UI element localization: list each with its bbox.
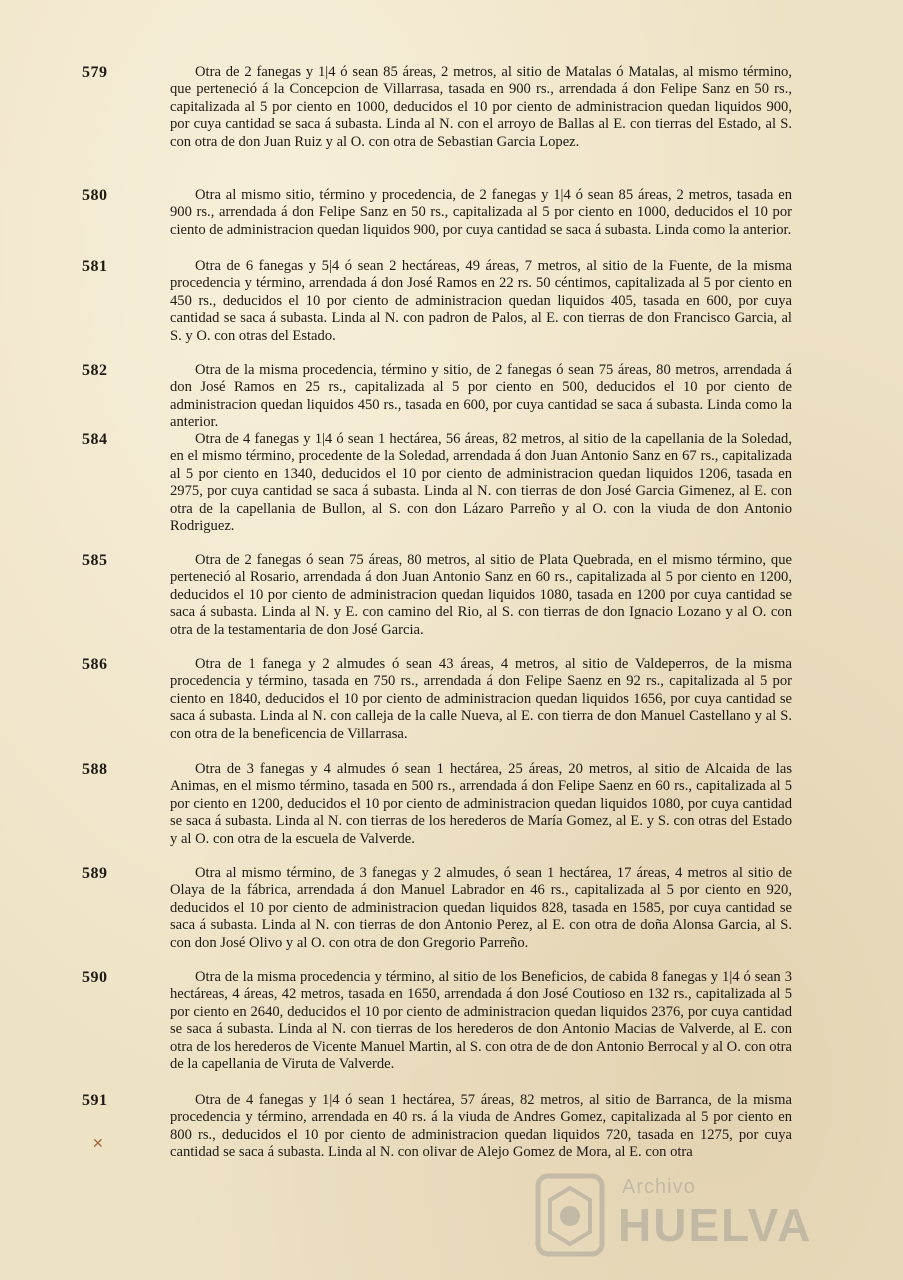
entry-text: Otra de 1 fanega y 2 almudes ó sean 43 áreas, 4 metros, al sitio de Valdeperros, de la misma procedencia y término, tasada en 750 rs., arrendada á don Felipe Saenz en 92 rs., capitalizada al 5 por ciento en 1840, deducidos el 10 por ciento de administracion quedan liquidos 1656, por cuya cantidad se saca á subasta. Linda al N. con calleja de la calle Nueva, al E. con tierra de don Manuel Castellano y al S. con otra de la beneficencia de Villarrasa.	[170, 656, 792, 742]
entry-number: 582	[82, 362, 108, 379]
entry-text: Otra al mismo término, de 3 fanegas y 2 almudes, ó sean 1 hectárea, 17 áreas, 4 metros al sitio de Olaya de la fábrica, arrendada á don Manuel Labrador en 46 rs., capitalizada al 5 por ciento en 920, deducidos el 10 por ciento de administracion quedan liquidos 828, tasada en 1585, por cuya cantidad se saca á subasta. Linda al N. con tierras de don Antonio Perez, al E. con otra de doña Alonsa Garcia, al S. con don José Olivo y al O. con otra de don Gregorio Parreño.	[170, 865, 792, 951]
archive-seal-icon	[530, 1170, 610, 1260]
entry-text: Otra de 4 fanegas y 1|4 ó sean 1 hectárea, 57 áreas, 82 metros, al sitio de Barranca, de la misma procedencia y término, arrendada en 40 rs. á la viuda de Andres Gomez, capitalizada al 5 por ciento en 800 rs., deducidos el 10 por ciento de administracion quedan liquidos 720, tasada en 1275, por cuya cantidad se saca á subasta. Linda al N. con olivar de Alejo Gomez de Mora, al E. con otra	[170, 1092, 792, 1161]
entry-text: Otra de la misma procedencia, término y sitio, de 2 fanegas ó sean 75 áreas, 80 metros, arrendada á don José Ramos en 25 rs., capitalizada al 5 por ciento en 500, deducidos el 10 por ciento de administracion quedan liquidos 450 rs., tasada en 600, por cuya cantidad se saca á subasta. Linda como la anterior.	[170, 362, 792, 431]
entry-number: 581	[82, 258, 108, 275]
entry-number: 591	[82, 1092, 108, 1109]
entry-number: 585	[82, 552, 108, 569]
entry-number: 580	[82, 187, 108, 204]
entry-text: Otra de 2 fanegas y 1|4 ó sean 85 áreas, 2 metros, al sitio de Matalas ó Matalas, al mismo término, que perteneció á la Concepcion de Villarrasa, tasada en 900 rs., arrendada á don Felipe Sanz en 50 rs., capitalizada al 5 por ciento en 1000, deducidos el 10 por ciento de administracion quedan liquidos 900, por cuya cantidad se saca á subasta. Linda al N. con el arroyo de Ballas al E. con tierras del Estado, al S. con otra de don Juan Ruiz y al O. con otra de Sebastian Garcia Lopez.	[170, 64, 792, 150]
entry-text: Otra de 3 fanegas y 4 almudes ó sean 1 hectárea, 25 áreas, 20 metros, al sitio de Alcaida de las Animas, en el mismo término, tasada en 500 rs., arrendada á don Felipe Saenz en 60 rs., capitalizada al 5 por ciento en 1200, deducidos el 10 por ciento de administracion quedan liquidos 1080, por cuya cantidad se saca á subasta. Linda al N. con tierras de los herederos de María Gomez, al E. y S. con otras del Estado y al O. con otra de la escuela de Valverde.	[170, 761, 792, 847]
entry-number: 589	[82, 865, 108, 882]
entry-number: 579	[82, 64, 108, 81]
watermark-line2: HUELVA	[618, 1199, 813, 1251]
entry-number: 588	[82, 761, 108, 778]
entry-text: Otra de la misma procedencia y término, al sitio de los Beneficios, de cabida 8 fanegas y 1|4 ó sean 3 hectáreas, 4 áreas, 42 metros, tasada en 1650, arrendada á don José Coutioso en 132 rs., capitalizada al 5 por ciento en 2640, deducidos el 10 por ciento de administracion quedan liquidos 2376, por cuya cantidad se saca á subasta. Linda al N. con tierras de los herederos de don Antonio Macias de Valverde, al E. con otra de los herederos de Vicente Manuel Martin, al S. con otra de de don Antonio Berrocal y al O. con otra de la capellania de Viruta de Valverde.	[170, 969, 792, 1073]
entry-text: Otra de 4 fanegas y 1|4 ó sean 1 hectárea, 56 áreas, 82 metros, al sitio de la capellania de la Soledad, en el mismo término, procedente de la Soledad, arrendada á don Juan Antonio Sanz en 67 rs., capitalizada al 5 por ciento en 1340, deducidos el 10 por ciento de administracion quedan liquidos 1206, tasada en 2975, por cuya cantidad se saca á subasta. Linda al N. con tierras de don José Garcia Gimenez, al E. con otra de la capellania de Bullon, al S. con don Lázaro Parreño y al O. con la viuda de don Antonio Rodriguez.	[170, 431, 792, 535]
entry-number: 584	[82, 431, 108, 448]
entry-text: Otra al mismo sitio, término y procedencia, de 2 fanegas y 1|4 ó sean 85 áreas, 2 metros, tasada en 900 rs., arrendada á don Felipe Sanz en 50 rs., capitalizada al 5 por ciento en 1000, deducidos el 10 por ciento de administracion quedan liquidos 900, por cuya cantidad se saca á subasta. Linda como la anterior.	[170, 187, 792, 238]
entry-text: Otra de 6 fanegas y 5|4 ó sean 2 hectáreas, 49 áreas, 7 metros, al sitio de la Fuente, de la misma procedencia y término, arrendada á don José Ramos en 22 rs. 50 céntimos, capitalizada al 5 por ciento en 450 rs., deducidos el 10 por ciento de administracion quedan liquidos 405, tasada en 600, por cuya cantidad se saca á subasta. Linda al N. con padron de Palos, al E. con tierras de don Francisco Garcia, al S. y O. con otras del Estado.	[170, 258, 792, 344]
entry-number: 586	[82, 656, 108, 673]
entry-text: Otra de 2 fanegas ó sean 75 áreas, 80 metros, al sitio de Plata Quebrada, en el mismo término, que perteneció al Rosario, arrendada á don Juan Antonio Sanz en 60 rs., capitalizada al 5 por ciento en 1200, deducidos el 10 por ciento de administracion quedan liquidos 1080, tasada en 1200 por cuya cantidad se saca á subasta. Linda al N. y E. con camino del Rio, al S. con tierras de don Ignacio Lozano y al O. con otra de la testamentaria de don José Garcia.	[170, 552, 792, 638]
margin-mark: ✕	[92, 1136, 104, 1152]
archive-watermark	[500, 1170, 830, 1270]
entry-number: 590	[82, 969, 108, 986]
watermark-line1: Archivo	[622, 1176, 696, 1198]
